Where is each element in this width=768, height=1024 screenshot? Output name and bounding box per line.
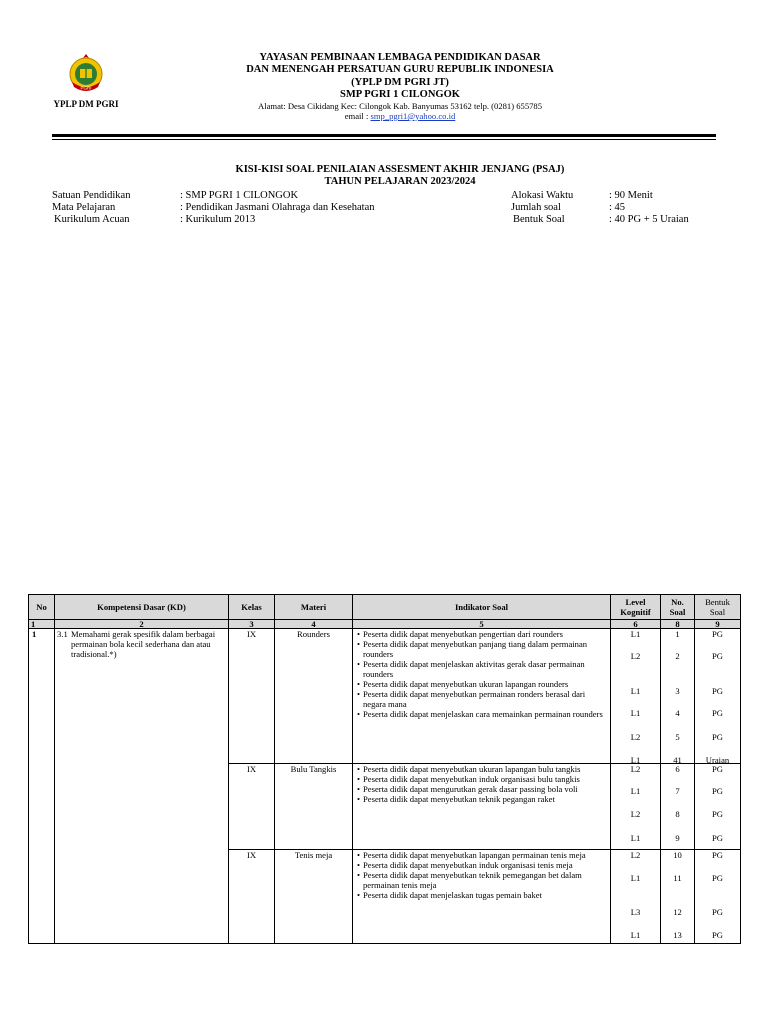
header-rule-thin: [52, 139, 716, 140]
bentuk-cell: [695, 629, 741, 764]
bentuk-value: PG: [712, 907, 723, 917]
colnum-1: 1: [29, 620, 55, 629]
colnum-2: 2: [55, 620, 229, 629]
header-kd: Kompetensi Dasar (KD): [55, 595, 229, 620]
level-value: L2: [630, 764, 641, 774]
school-name: SMP PGRI 1 CILONGOK: [340, 89, 460, 100]
level-value: L1: [630, 930, 641, 940]
table-row: [29, 629, 741, 764]
info-value-mapel: : Pendidikan Jasmani Olahraga dan Kesehatan: [180, 202, 375, 213]
bentuk-value: PG: [712, 930, 723, 940]
no-soal-value: 3: [675, 686, 680, 696]
kisi-kisi-table: [28, 594, 741, 944]
indikator-cell: [353, 629, 611, 764]
no-soal-value: 12: [673, 907, 682, 917]
bentuk-value: Uraian: [705, 755, 730, 765]
header-bentuk: Bentuk Soal: [695, 595, 741, 620]
bentuk-value: PG: [712, 708, 723, 718]
indikator-item: • Peserta didik dapat menyebutkan panjang tiang dalam permainan rounders: [355, 639, 608, 659]
bentuk-value: PG: [712, 786, 723, 796]
colnum-4: 4: [275, 620, 353, 629]
indikator-item: • Peserta didik dapat menjelaskan cara memainkan permainan rounders: [355, 709, 608, 719]
bentuk-value: PG: [712, 873, 723, 883]
kd-number: 3.1: [57, 629, 68, 639]
bentuk-value: PG: [712, 809, 723, 819]
indikator-item: • Peserta didik dapat menyebutkan teknik pegangan raket: [355, 794, 608, 804]
no-soal-value: 7: [675, 786, 680, 796]
no-soal-value: 6: [675, 764, 680, 774]
level-value: L2: [630, 809, 641, 819]
kd-cell: [55, 629, 229, 944]
info-label-jumlah: Jumlah soal: [511, 202, 561, 213]
no-soal-value: 11: [673, 873, 682, 883]
colnum-5: 5: [353, 620, 611, 629]
info-label-kurikulum: Kurikulum Acuan: [54, 214, 130, 225]
level-value: L1: [630, 873, 641, 883]
no-soal-value: 5: [675, 732, 680, 742]
level-cell: [611, 629, 661, 764]
header-level: Level Kognitif: [611, 595, 661, 620]
pgri-logo: [66, 52, 106, 96]
header-rule-thick: [52, 134, 716, 137]
info-label-mapel: Mata Pelajaran: [52, 202, 116, 213]
no-soal-value: 10: [673, 850, 682, 860]
no-soal-value: 2: [675, 651, 680, 661]
info-label-bentuk: Bentuk Soal: [513, 214, 565, 225]
document-year: TAHUN PELAJARAN 2023/2024: [324, 176, 476, 187]
indikator-cell: [353, 764, 611, 850]
level-value: L3: [630, 907, 641, 917]
no-soal-cell: [661, 764, 695, 850]
indikator-item: • Peserta didik dapat menyebutkan permainan ronders berasal dari negara mana: [355, 689, 608, 709]
header-no-soal: No. Soal: [661, 595, 695, 620]
level-value: L1: [630, 629, 641, 639]
colnum-8: 8: [661, 620, 695, 629]
indikator-item: • Peserta didik dapat menyebutkan induk organisasi bulu tangkis: [355, 774, 608, 784]
colnum-6: 6: [611, 620, 661, 629]
colnum-9: 9: [695, 620, 741, 629]
level-cell: [611, 764, 661, 850]
indikator-item: • Peserta didik dapat menjelaskan aktivitas gerak dasar permainan rounders: [355, 659, 608, 679]
info-value-kurikulum: : Kurikulum 2013: [180, 214, 256, 225]
no-soal-value: 41: [673, 755, 682, 765]
no-soal-value: 13: [673, 930, 682, 940]
row-no: 1: [29, 629, 55, 944]
info-label-satuan: Satuan Pendidikan: [52, 190, 131, 201]
indikator-item: • Peserta didik dapat menyebutkan teknik pemegangan bet dalam permainan tenis meja: [355, 870, 608, 890]
school-address: Alamat: Desa Cikidang Kec: Cilongok Kab. Banyumas 53162 telp. (0281) 655785: [257, 101, 543, 111]
level-value: L1: [630, 786, 641, 796]
materi-cell: Tenis meja: [275, 850, 353, 944]
info-value-satuan: : SMP PGRI 1 CILONGOK: [180, 190, 299, 201]
indikator-item: • Peserta didik dapat menyebutkan ukuran lapangan bulu tangkis: [355, 764, 608, 774]
bentuk-value: PG: [712, 764, 723, 774]
header-kelas: Kelas: [229, 595, 275, 620]
kelas-cell: IX: [229, 850, 275, 944]
indikator-item: • Peserta didik dapat menyebutkan ukuran lapangan rounders: [355, 679, 608, 689]
indikator-item: • Peserta didik dapat mengurutkan gerak dasar passing bola voli: [355, 784, 608, 794]
level-cell: [611, 850, 661, 944]
bentuk-cell: [695, 850, 741, 944]
level-value: L1: [630, 755, 641, 765]
header-line-2: DAN MENENGAH PERSATUAN GURU REPUBLIK INDONESIA: [246, 64, 554, 75]
no-soal-value: 1: [675, 629, 680, 639]
info-value-bentuk: : 40 PG + 5 Uraian: [609, 214, 689, 225]
header-materi: Materi: [275, 595, 353, 620]
info-value-jumlah: : 45: [609, 202, 626, 213]
no-soal-cell: [661, 629, 695, 764]
indikator-item: • Peserta didik dapat menyebutkan induk organisasi tenis meja: [355, 860, 608, 870]
header-no: No: [29, 595, 55, 620]
bentuk-value: PG: [712, 833, 723, 843]
email-link[interactable]: smp_pgri1@yahoo.co.id: [370, 111, 456, 121]
bentuk-value: PG: [712, 629, 723, 639]
no-soal-value: 8: [675, 809, 680, 819]
logo-text: PGRI: [80, 85, 92, 91]
header-line-1: YAYASAN PEMBINAAN LEMBAGA PENDIDIKAN DASAR: [259, 52, 541, 63]
indikator-cell: [353, 850, 611, 944]
no-soal-value: 9: [675, 833, 680, 843]
kelas-cell: IX: [229, 764, 275, 850]
kelas-cell: IX: [229, 629, 275, 764]
level-value: L2: [630, 651, 641, 661]
header-indikator: Indikator Soal: [353, 595, 611, 620]
info-label-alokasi: Alokasi Waktu: [511, 190, 574, 201]
colnum-3: 3: [229, 620, 275, 629]
bentuk-value: PG: [712, 651, 723, 661]
info-value-alokasi: : 90 Menit: [609, 190, 653, 201]
level-value: L2: [630, 732, 641, 742]
indikator-item: • Peserta didik dapat menyebutkan lapangan permainan tenis meja: [355, 850, 608, 860]
bentuk-value: PG: [712, 732, 723, 742]
no-soal-cell: [661, 850, 695, 944]
bentuk-value: PG: [712, 850, 723, 860]
indikator-item: • Peserta didik dapat menjelaskan tugas pemain baket: [355, 890, 608, 900]
materi-cell: Bulu Tangkis: [275, 764, 353, 850]
level-value: L1: [630, 686, 641, 696]
bentuk-value: PG: [712, 686, 723, 696]
no-soal-value: 4: [675, 708, 680, 718]
level-value: L1: [630, 833, 641, 843]
email-label: email :: [344, 111, 369, 121]
header-line-3: (YPLP DM PGRI JT): [351, 77, 449, 88]
bentuk-cell: [695, 764, 741, 850]
indikator-item: • Peserta didik dapat menyebutkan pengertian dari rounders: [355, 629, 608, 639]
document-title: KISI-KISI SOAL PENILAIAN ASSESMENT AKHIR JENJANG (PSAJ): [235, 164, 565, 175]
level-value: L1: [630, 708, 641, 718]
kd-text: Memahami gerak spesifik dalam berbagai permainan bola kecil sederhana dan atau tradisional.*): [71, 629, 216, 659]
school-email-line: [150, 111, 650, 121]
level-value: L2: [630, 850, 641, 860]
org-label: YPLP DM PGRI: [53, 99, 119, 109]
materi-cell: Rounders: [275, 629, 353, 764]
